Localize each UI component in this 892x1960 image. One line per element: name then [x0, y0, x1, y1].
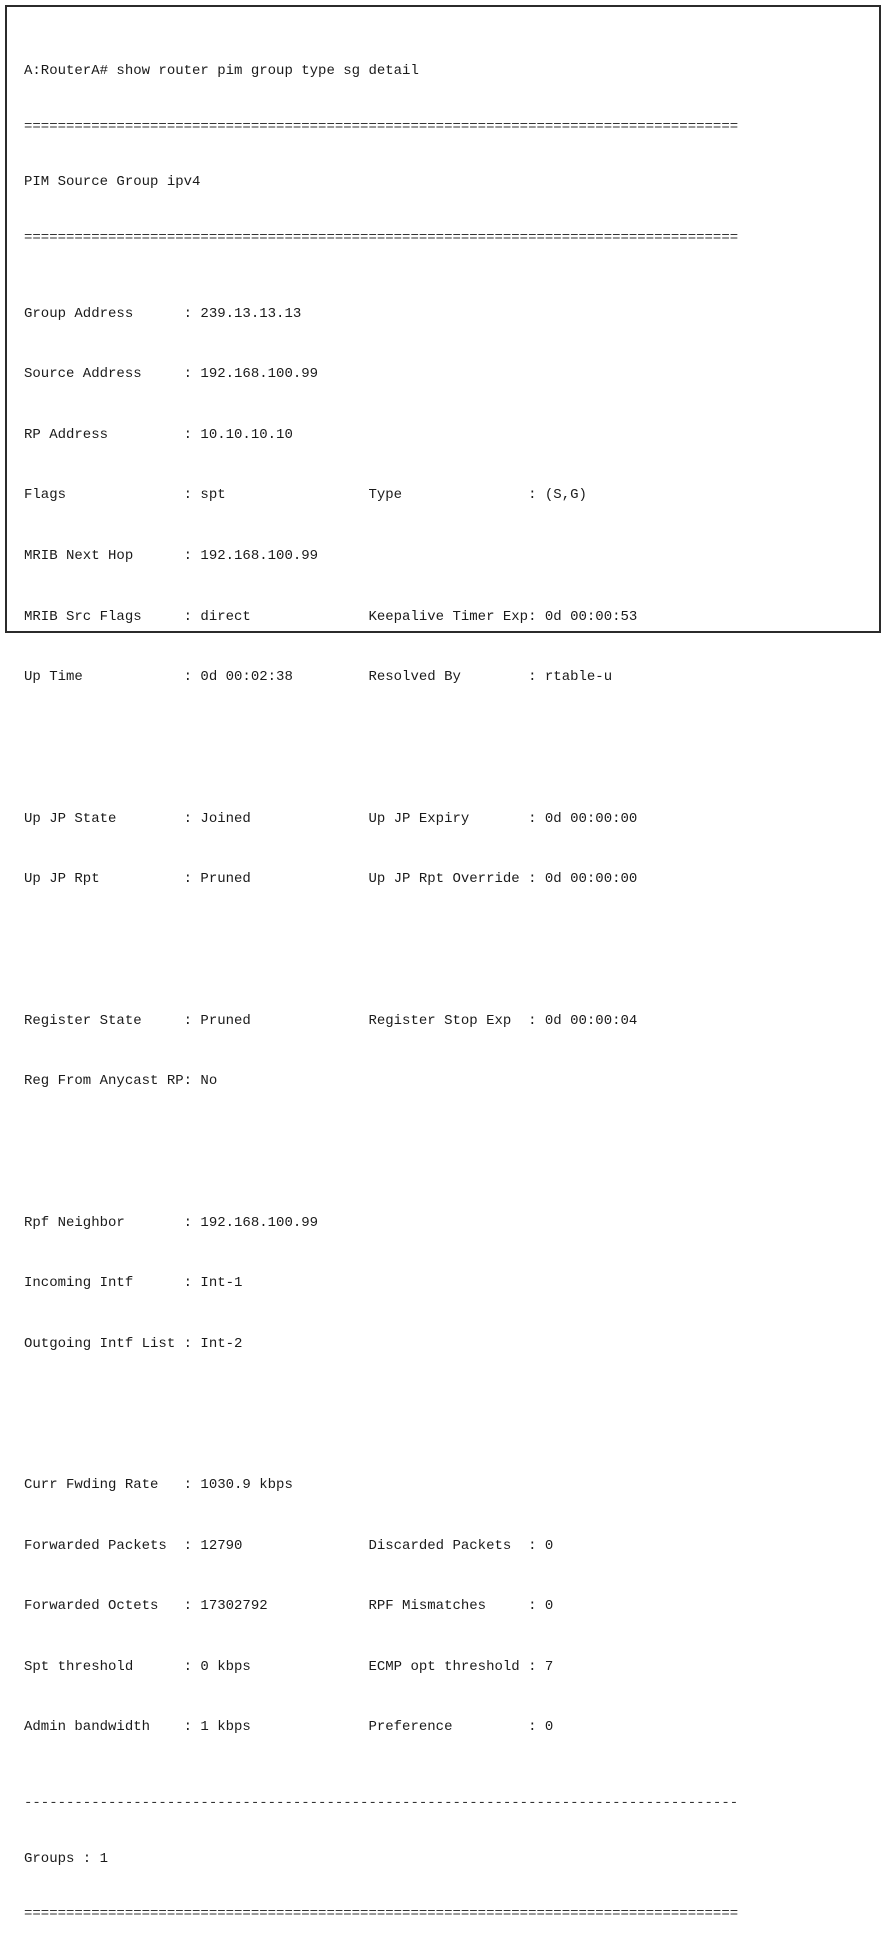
- row-rpf-neighbor: Rpf Neighbor : 192.168.100.99: [24, 1214, 319, 1231]
- row-forwarded-octets: Forwarded Octets : 17302792 RPF Mismatches : 0: [24, 1598, 554, 1615]
- row-rp-address: RP Address : 10.10.10.10: [24, 426, 293, 443]
- row-register-state: Register State : Pruned Register Stop Exp : 0d 00:00:04: [24, 1012, 638, 1029]
- section-header: PIM Source Group ipv4: [24, 174, 201, 191]
- blank-line: [24, 728, 738, 748]
- double-rule-header: =====================================================================================: [24, 230, 739, 246]
- row-mrib-src-flags: MRIB Src Flags : direct Keepalive Timer Exp: 0d 00:00:53: [24, 608, 638, 625]
- row-up-time: Up Time : 0d 00:02:38 Resolved By : rtable-u: [24, 669, 613, 686]
- command-line: A:RouterA# show router pim group type sg detail: [24, 63, 419, 80]
- terminal-output: [24, 21, 738, 1960]
- double-rule-top: =====================================================================================: [24, 119, 739, 135]
- row-admin-bandwidth: Admin bandwidth : 1 kbps Preference : 0: [24, 1719, 554, 1736]
- blank-line: [24, 1394, 738, 1414]
- row-spt-threshold: Spt threshold : 0 kbps ECMP opt threshold : 7: [24, 1658, 554, 1675]
- double-rule-bottom: =====================================================================================: [24, 1906, 739, 1923]
- row-flags-type: Flags : spt Type : (S,G): [24, 487, 587, 504]
- row-reg-from-anycast: Reg From Anycast RP: No: [24, 1073, 218, 1090]
- row-source-address: Source Address : 192.168.100.99: [24, 366, 319, 383]
- groups-count: Groups : 1: [24, 1850, 109, 1867]
- row-up-jp-state: Up JP State : Joined Up JP Expiry : 0d 00:00:00: [24, 810, 638, 827]
- row-mrib-next-hop: MRIB Next Hop : 192.168.100.99: [24, 547, 319, 564]
- terminal-window: [5, 5, 881, 1923]
- row-forwarded-packets: Forwarded Packets : 12790 Discarded Packets : 0: [24, 1537, 554, 1554]
- blank-line: [24, 930, 738, 950]
- row-outgoing-intf-list: Outgoing Intf List : Int-2: [24, 1335, 243, 1352]
- row-incoming-intf: Incoming Intf : Int-1: [24, 1275, 243, 1292]
- row-up-jp-rpt: Up JP Rpt : Pruned Up JP Rpt Override : 0d 00:00:00: [24, 871, 638, 888]
- single-rule-footer: -------------------------------------------------------------------------------------: [24, 1795, 739, 1812]
- row-group-address: Group Address : 239.13.13.13: [24, 305, 302, 322]
- row-curr-fwding-rate: Curr Fwding Rate : 1030.9 kbps: [24, 1477, 293, 1494]
- blank-line: [24, 1132, 738, 1152]
